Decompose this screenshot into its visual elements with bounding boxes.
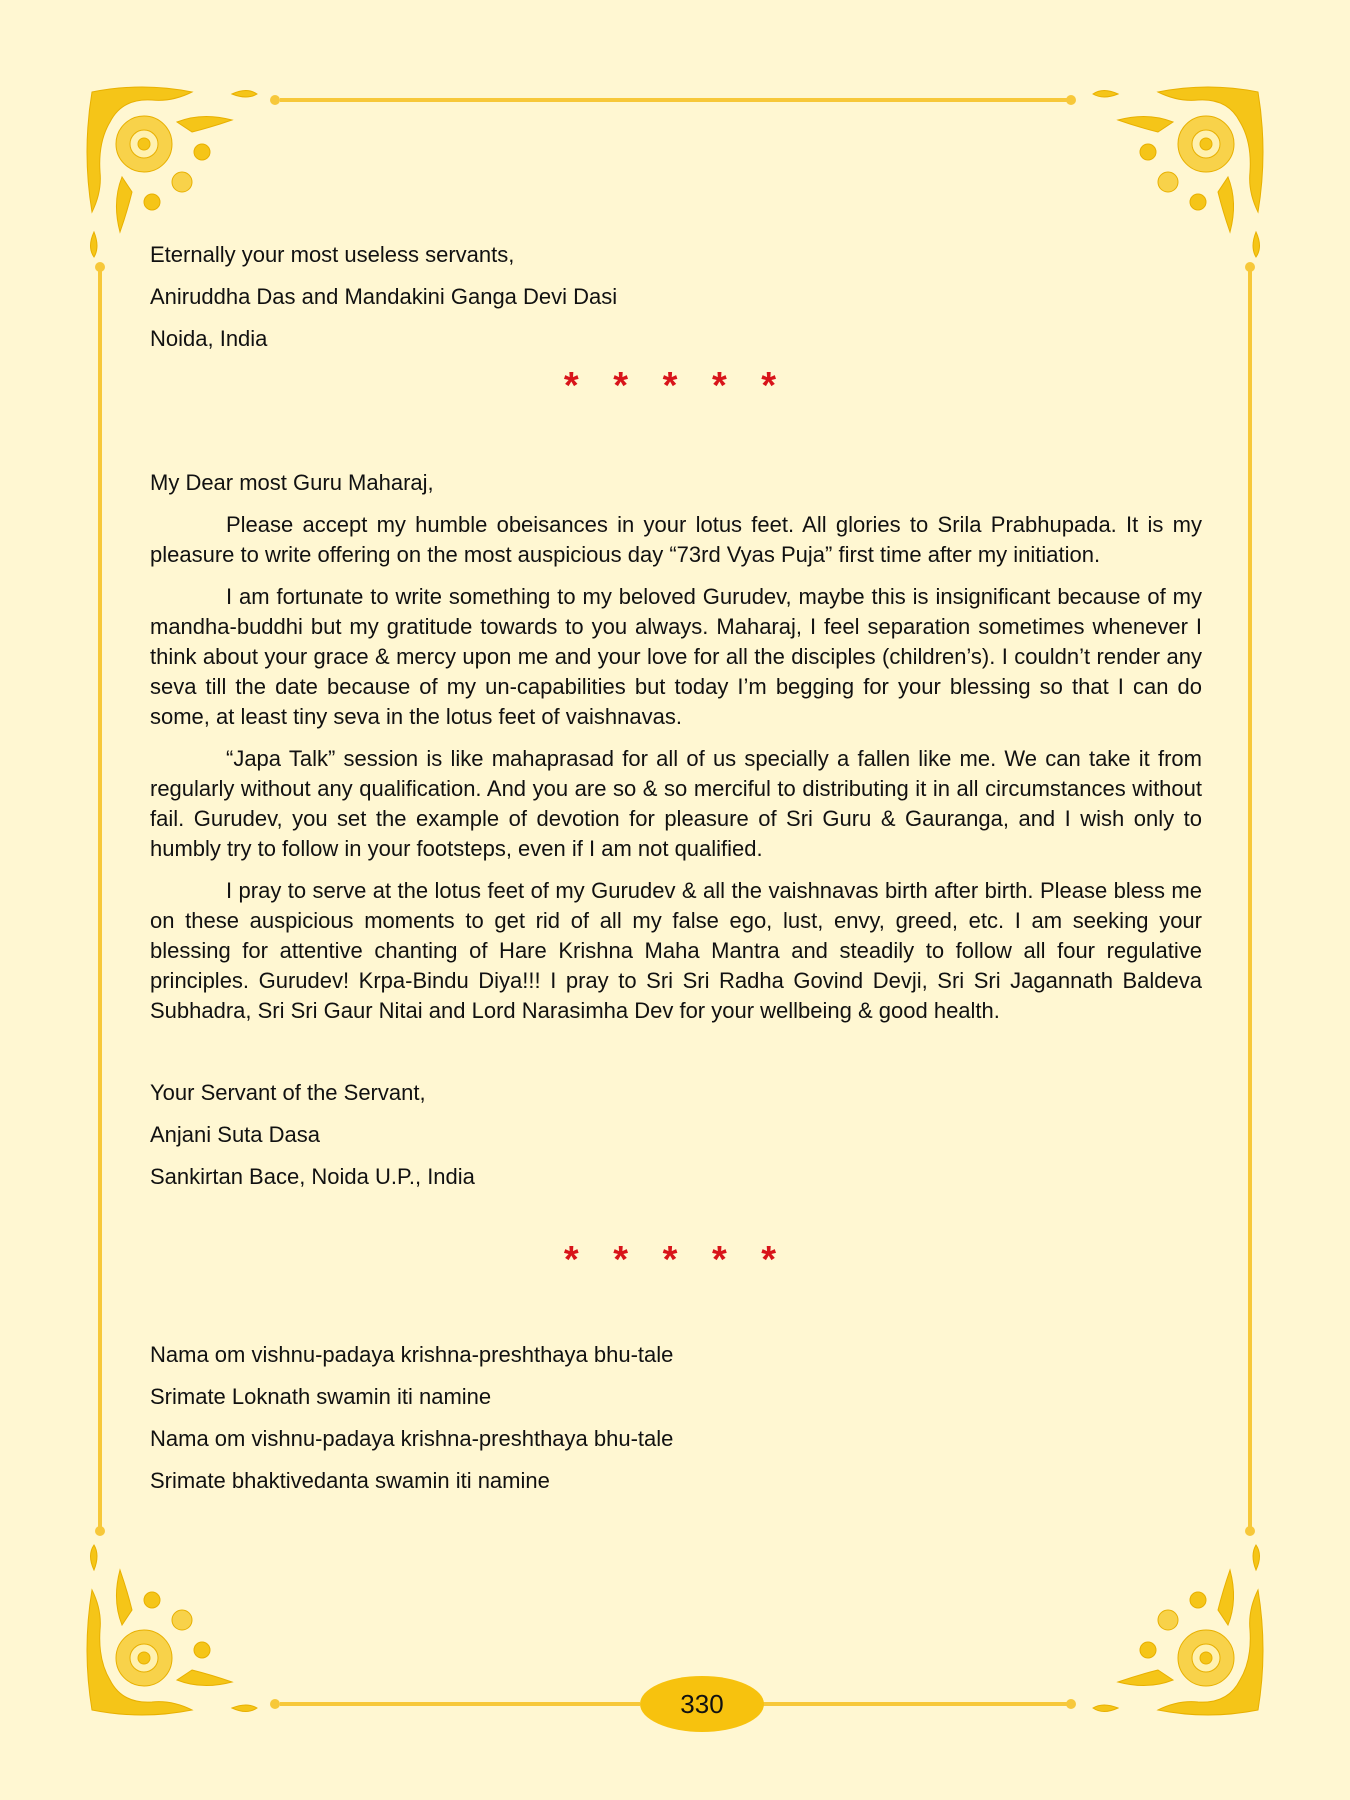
page-number-badge bbox=[640, 1676, 764, 1732]
mantra-line: Nama om vishnu-padaya krishna-preshthaya bhu-tale bbox=[150, 1342, 674, 1367]
letter2-location: Sankirtan Bace, Noida U.P., India bbox=[150, 1164, 475, 1189]
corner-ornament-icon bbox=[82, 1520, 282, 1720]
page-number: 330 bbox=[680, 1688, 724, 1719]
mantra-line: Srimate bhaktivedanta swamin iti namine bbox=[150, 1468, 550, 1493]
letter-content bbox=[150, 240, 1202, 1508]
letter2-paragraph: Please accept my humble obeisances in your lotus feet. All glories to Srila Prabhupada. It is my pleasure to write offering on the most auspicious day “73rd Vyas Puja” first time after my initiation. bbox=[150, 512, 1202, 567]
spacer bbox=[150, 1280, 1202, 1340]
border-left bbox=[98, 270, 102, 1530]
mantra-line: Nama om vishnu-padaya krishna-preshthaya bhu-tale bbox=[150, 1426, 674, 1451]
star-separator: * * * * * bbox=[563, 1239, 789, 1281]
border-bottom-left bbox=[280, 1702, 640, 1706]
letter2-paragraph: “Japa Talk” session is like mahaprasad for all of us specially a fallen like me. We can take it from regularly without any qualification. And you are so & so merciful to distributing it in all circumstances without fail. Gurudev, you set the example of devotion for pleasure of Sri Guru & Gauranga, and I wish only to humbly try to follow in your footsteps, even if I am not qualified. bbox=[150, 746, 1202, 861]
letter1-closing: Eternally your most useless servants, bbox=[150, 242, 515, 267]
letter2-signer: Anjani Suta Dasa bbox=[150, 1122, 320, 1147]
letter2-paragraph: I am fortunate to write something to my beloved Gurudev, maybe this is insignificant because of my mandha-buddhi but my gratitude towards to you always. Maharaj, I feel separation sometimes whenever I think about your grace & mercy upon me and your love for all the disciples (children’s). I couldn’t render any seva till the date because of my un-capabilities but today I’m begging for your blessing so that I can do some, at least tiny seva in the lotus feet of vaishnavas. bbox=[150, 584, 1202, 729]
mantra-line: Srimate Loknath swamin iti namine bbox=[150, 1384, 492, 1409]
letter2-closing: Your Servant of the Servant, bbox=[150, 1080, 426, 1105]
spacer bbox=[150, 1038, 1202, 1078]
star-separator: * * * * * bbox=[563, 365, 789, 407]
letter2-salutation: My Dear most Guru Maharaj, bbox=[150, 470, 434, 495]
letter1-signers: Aniruddha Das and Mandakini Ganga Devi Dasi bbox=[150, 284, 618, 309]
border-right bbox=[1248, 270, 1252, 1530]
spacer bbox=[150, 1204, 1202, 1238]
spacer bbox=[150, 406, 1202, 468]
letter2-paragraph: I pray to serve at the lotus feet of my Gurudev & all the vaishnavas birth after birth. Please bless me on these auspicious moments to get rid of all my false ego, lust, envy, greed, etc. I am seeking your blessing for attentive chanting of Hare Krishna Maha Mantra and steadily to follow all four regulative principles. Gurudev! Krpa-Bindu Diya!!! I pray to Sri Sri Radha Govind Devji, Sri Sri Jagannath Baldeva Subhadra, Sri Sri Gaur Nitai and Lord Narasimha Dev for your wellbeing & good health. bbox=[150, 878, 1202, 1023]
corner-ornament-icon bbox=[1068, 1520, 1268, 1720]
border-bottom-right bbox=[762, 1702, 1070, 1706]
border-top bbox=[280, 98, 1070, 102]
letter1-location: Noida, India bbox=[150, 326, 268, 351]
